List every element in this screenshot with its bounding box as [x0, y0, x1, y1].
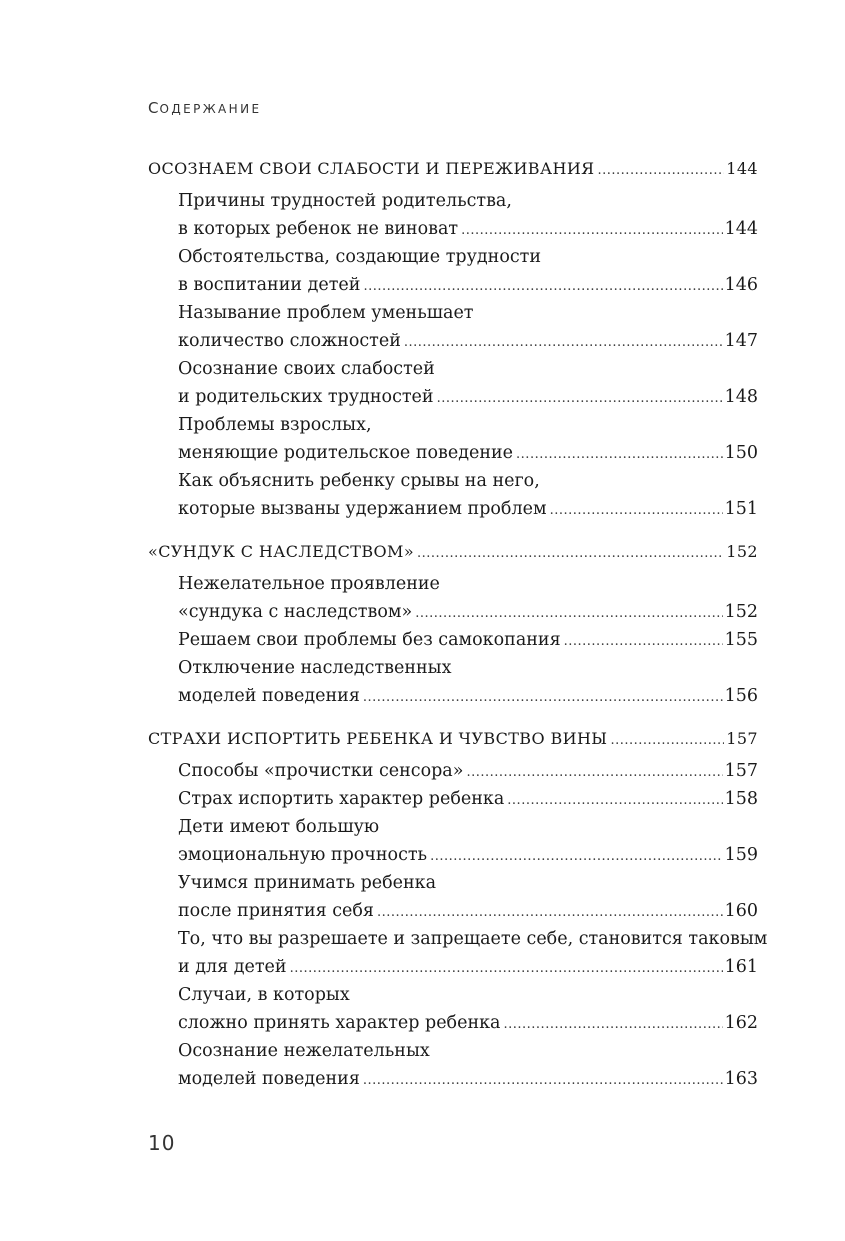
header-initial: С: [148, 99, 160, 117]
entry-title-line: [178, 626, 758, 654]
entry-page: 155: [724, 630, 758, 650]
entry-title-line1: Нежелательное проявление: [178, 574, 440, 594]
entry-title-line: [178, 495, 758, 523]
entry-title-line: [178, 271, 758, 299]
toc-entry[interactable]: [148, 813, 758, 869]
entry-title-line1: Как объяснить ребенку срывы на него,: [178, 471, 540, 491]
entry-title: количество сложностей: [178, 331, 401, 351]
entry-title: моделей поведения: [178, 686, 360, 706]
entry-page: 160: [724, 901, 758, 921]
entry-title: Способы «прочистки сенсора»: [178, 761, 464, 781]
entry-page: 161: [724, 957, 758, 977]
entry-page: 148: [724, 387, 758, 407]
entry-title-line: [178, 383, 758, 411]
toc-entry[interactable]: [148, 626, 758, 654]
entry-title-line1: Дети имеют большую: [178, 817, 380, 837]
entry-title: и родительских трудностей: [178, 387, 434, 407]
entry-title-line1: Причины трудностей родительства,: [178, 191, 512, 211]
toc-entry[interactable]: [148, 981, 758, 1037]
section-gap: [148, 710, 758, 725]
entry-title-line1: Отключение наследственных: [178, 658, 452, 678]
dot-leader: [417, 540, 724, 568]
toc-chapter: [148, 725, 758, 753]
entry-title: меняющие родительское поведение: [178, 443, 514, 463]
entry-page: 162: [724, 1013, 758, 1033]
entry-title: которые вызваны удержанием проблем: [178, 499, 547, 519]
chapter-title: «СУНДУК С НАСЛЕДСТВОМ»: [148, 542, 415, 561]
dot-leader: [466, 759, 722, 787]
header-rest: ОДЕРЖАНИЕ: [159, 102, 262, 116]
chapter-title: СТРАХИ ИСПОРТИТЬ РЕБЕНКА И ЧУВСТВО ВИНЫ: [148, 729, 608, 748]
section-gap: [148, 523, 758, 538]
chapter-title-line[interactable]: [148, 155, 758, 183]
entry-page: 150: [724, 443, 758, 463]
entry-title-line1: Учимся принимать ребенка: [178, 873, 437, 893]
dot-leader: [363, 684, 723, 712]
dot-leader: [363, 1067, 723, 1095]
toc-entry[interactable]: [148, 757, 758, 785]
toc-entry[interactable]: [148, 1037, 758, 1093]
dot-leader: [504, 1011, 723, 1039]
entry-title-line: [178, 215, 758, 243]
dot-leader: [461, 217, 723, 245]
entry-title: Страх испортить характер ребенка: [178, 789, 505, 809]
dot-leader: [610, 727, 724, 755]
dot-leader: [415, 600, 722, 628]
dot-leader: [290, 955, 723, 983]
page-number: 10: [148, 1131, 176, 1155]
entry-title-line: [178, 439, 758, 467]
entry-title: и для детей: [178, 957, 287, 977]
toc-entry[interactable]: [148, 299, 758, 355]
toc-entry[interactable]: [148, 654, 758, 710]
toc-entry[interactable]: [148, 187, 758, 243]
dot-leader: [377, 899, 723, 927]
entry-page: 156: [724, 686, 758, 706]
chapter-page: 157: [726, 729, 758, 748]
entry-title-line1: Называние проблем уменьшает: [178, 303, 474, 323]
toc-chapter: [148, 538, 758, 566]
toc-chapter: [148, 155, 758, 183]
toc-entry[interactable]: [148, 570, 758, 626]
toc-entry[interactable]: [148, 243, 758, 299]
entry-title-line1: Случаи, в которых: [178, 985, 350, 1005]
dot-leader: [404, 329, 723, 357]
entry-page: 144: [724, 219, 758, 239]
entry-page: 147: [724, 331, 758, 351]
chapter-title-line[interactable]: [148, 725, 758, 753]
entry-title-line: [178, 1065, 758, 1093]
entry-title: Решаем свои проблемы без самокопания: [178, 630, 561, 650]
running-header: [148, 99, 261, 117]
entry-title-line1: Осознание нежелательных: [178, 1041, 430, 1061]
entry-page: 157: [724, 761, 758, 781]
toc-entry[interactable]: [148, 785, 758, 813]
table-of-contents: [148, 155, 768, 1093]
entry-page: 152: [724, 602, 758, 622]
entry-title: в которых ребенок не виноват: [178, 219, 459, 239]
entry-title: моделей поведения: [178, 1069, 360, 1089]
toc-entry[interactable]: [148, 355, 758, 411]
dot-leader: [437, 385, 723, 413]
entry-title-line1: То, что вы разрешаете и запрещаете себе, становится таковым: [178, 929, 768, 949]
entry-title-line: [178, 682, 758, 710]
chapter-page: 152: [726, 542, 758, 561]
dot-leader: [430, 843, 723, 871]
toc-entry[interactable]: [148, 925, 768, 981]
entry-title-line: [178, 1009, 758, 1037]
entry-title-line: [178, 953, 758, 981]
entry-page: 151: [724, 499, 758, 519]
chapter-page: 144: [726, 159, 758, 178]
entry-title-line: [178, 841, 758, 869]
entry-title-line1: Проблемы взрослых,: [178, 415, 372, 435]
entry-title-line: [178, 327, 758, 355]
toc-entry[interactable]: [148, 467, 758, 523]
entry-title: эмоциональную прочность: [178, 845, 428, 865]
entry-title-line1: Осознание своих слабостей: [178, 359, 435, 379]
entry-page: 158: [724, 789, 758, 809]
dot-leader: [507, 787, 722, 815]
chapter-title: ОСОЗНАЕМ СВОИ СЛАБОСТИ И ПЕРЕЖИВАНИЯ: [148, 159, 595, 178]
dot-leader: [516, 441, 723, 469]
entry-title-line: [178, 757, 758, 785]
dot-leader: [564, 628, 723, 656]
dot-leader: [598, 157, 725, 185]
entry-title: после принятия себя: [178, 901, 374, 921]
entry-title: в воспитании детей: [178, 275, 361, 295]
chapter-title-line[interactable]: [148, 538, 758, 566]
entry-title-line: [178, 785, 758, 813]
toc-entry[interactable]: [148, 411, 758, 467]
entry-title-line: [178, 897, 758, 925]
entry-title-line: [178, 598, 758, 626]
entry-title-line1: Обстоятельства, создающие трудности: [178, 247, 541, 267]
entry-page: 163: [724, 1069, 758, 1089]
entry-page: 146: [724, 275, 758, 295]
entry-title: сложно принять характер ребенка: [178, 1013, 501, 1033]
entry-title: «сундука с наследством»: [178, 602, 413, 622]
dot-leader: [550, 497, 723, 525]
entry-page: 159: [724, 845, 758, 865]
dot-leader: [363, 273, 722, 301]
toc-entry[interactable]: [148, 869, 758, 925]
